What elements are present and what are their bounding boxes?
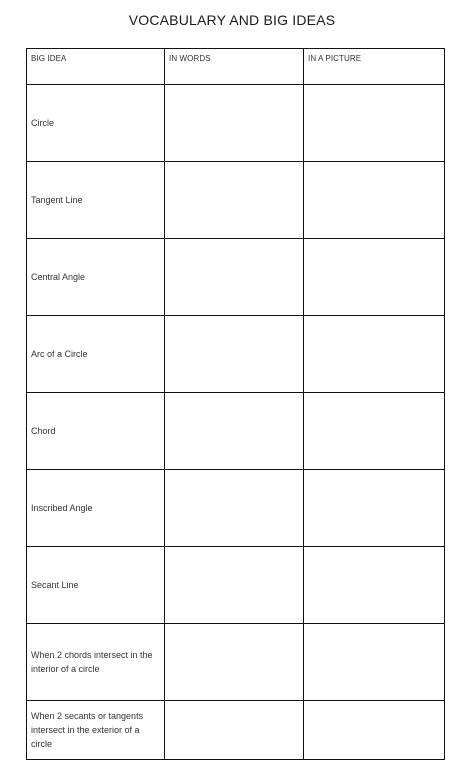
table-row [27, 85, 445, 162]
in-a-picture-cell[interactable] [304, 85, 445, 162]
big-idea-cell: Secant Line [27, 547, 165, 624]
in-a-picture-cell[interactable] [304, 393, 445, 470]
in-a-picture-cell[interactable] [304, 701, 445, 760]
table-row [27, 162, 445, 239]
in-words-cell[interactable] [165, 393, 304, 470]
vocabulary-table [26, 48, 445, 760]
header-big-idea: BIG IDEA [27, 49, 165, 85]
big-idea-cell: When 2 chords intersect in the interior of a circle [27, 624, 165, 701]
table-row [27, 547, 445, 624]
in-words-cell[interactable] [165, 162, 304, 239]
in-a-picture-cell[interactable] [304, 624, 445, 701]
big-idea-cell: Circle [27, 85, 165, 162]
in-words-cell[interactable] [165, 239, 304, 316]
in-words-cell[interactable] [165, 624, 304, 701]
header-in-a-picture: IN A PICTURE [304, 49, 445, 85]
big-idea-cell: Tangent Line [27, 162, 165, 239]
table-row [27, 316, 445, 393]
big-idea-cell: Central Angle [27, 239, 165, 316]
table-row [27, 393, 445, 470]
in-a-picture-cell[interactable] [304, 239, 445, 316]
in-words-cell[interactable] [165, 85, 304, 162]
in-a-picture-cell[interactable] [304, 547, 445, 624]
in-a-picture-cell[interactable] [304, 470, 445, 547]
header-in-words: IN WORDS [165, 49, 304, 85]
big-idea-cell: Arc of a Circle [27, 316, 165, 393]
in-words-cell[interactable] [165, 701, 304, 760]
in-words-cell[interactable] [165, 316, 304, 393]
table-row [27, 239, 445, 316]
table-row [27, 624, 445, 701]
in-words-cell[interactable] [165, 547, 304, 624]
table-row [27, 701, 445, 760]
in-a-picture-cell[interactable] [304, 316, 445, 393]
big-idea-cell: When 2 secants or tangents intersect in the exterior of a circle [27, 701, 165, 760]
in-a-picture-cell[interactable] [304, 162, 445, 239]
table-row [27, 470, 445, 547]
big-idea-cell: Inscribed Angle [27, 470, 165, 547]
in-words-cell[interactable] [165, 470, 304, 547]
page-title: VOCABULARY AND BIG IDEAS [128, 12, 336, 28]
big-idea-cell: Chord [27, 393, 165, 470]
table-header-row [27, 49, 445, 85]
